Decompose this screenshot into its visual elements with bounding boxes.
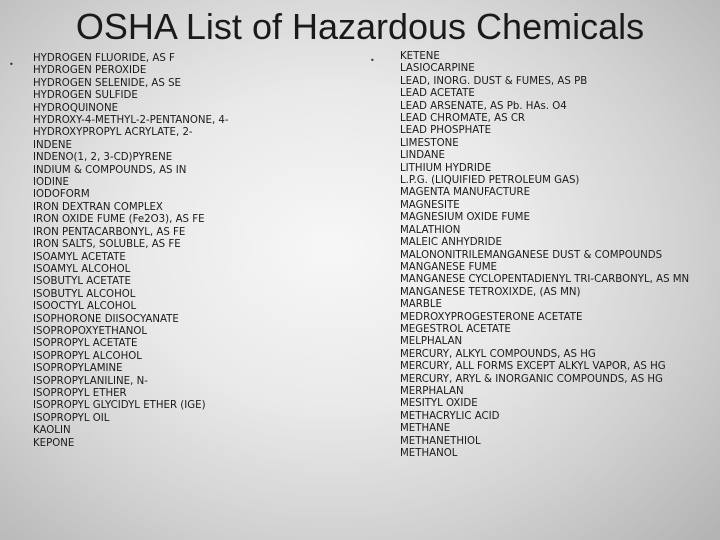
chemical-list-item: MALATHION <box>400 224 461 236</box>
chemical-list-item: MERCURY, ARYL & INORGANIC COMPOUNDS, AS HG <box>400 373 663 385</box>
chemical-list-item: METHANETHIOL <box>400 435 481 447</box>
chemical-list-item: INDENO(1, 2, 3-CD)PYRENE <box>33 152 173 164</box>
chemical-list-item: LEAD, INORG. DUST & FUMES, AS PB <box>400 75 588 87</box>
right-chemical-list <box>400 51 716 460</box>
chemical-list-item: METHANE <box>400 423 451 435</box>
slide-title: OSHA List of Hazardous Chemicals <box>75 6 645 47</box>
chemical-list-item: ISOPROPYLANILINE, N- <box>33 375 148 387</box>
chemical-list-item: MEDROXYPROGESTERONE ACETATE <box>400 311 583 323</box>
chemical-list-item: ISOAMYL ALCOHOL <box>33 263 131 275</box>
chemical-list-item: ISOPHORONE DIISOCYANATE <box>33 313 179 325</box>
chemical-list-item: ISOPROPYL ETHER <box>33 387 127 399</box>
chemical-list-item: MERPHALAN <box>400 385 464 397</box>
chemical-list-item: IRON OXIDE FUME (Fe2O3), AS FE <box>33 214 205 226</box>
chemical-list-item: LIMESTONE <box>400 137 459 149</box>
chemical-list-item: IODOFORM <box>33 189 90 201</box>
chemical-list-item: IRON DEXTRAN COMPLEX <box>33 201 163 213</box>
chemical-list-item: INDIUM & COMPOUNDS, AS IN <box>33 164 187 176</box>
chemical-list-item: HYDROGEN SULFIDE <box>33 90 138 102</box>
chemical-list-item: MALONONITRILEMANGANESE DUST & COMPOUNDS <box>400 249 663 261</box>
chemical-list-item: ISOPROPYLAMINE <box>33 363 123 375</box>
chemical-list-item: MESITYL OXIDE <box>400 398 478 410</box>
chemical-list-item: ISOAMYL ACETATE <box>33 251 126 263</box>
chemical-list-item: IRON PENTACARBONYL, AS FE <box>33 226 186 238</box>
chemical-list-item: HYDROXY-4-METHYL-2-PENTANONE, 4- <box>33 115 229 127</box>
chemical-list-item: LINDANE <box>400 150 445 162</box>
chemical-list-item: LASIOCARPINE <box>400 63 475 75</box>
chemical-list-item: MERCURY, ALL FORMS EXCEPT ALKYL VAPOR, AS HG <box>400 361 666 373</box>
chemical-list-item: METHANOL <box>400 448 458 459</box>
chemical-list-item: MAGNESIUM OXIDE FUME <box>400 212 530 224</box>
chemical-list-item: ISOBUTYL ACETATE <box>33 276 131 288</box>
chemical-list-item: ISOOCTYL ALCOHOL <box>33 301 137 313</box>
chemical-list-item: ISOPROPYL GLYCIDYL ETHER (IGE) <box>33 400 206 412</box>
chemical-list-item: MANGANESE TETROXIXDE, (AS MN) <box>400 286 581 298</box>
chemical-list-item: MELPHALAN <box>400 336 463 348</box>
chemical-list-item: MALEIC ANHYDRIDE <box>400 237 502 249</box>
chemical-list-item: LEAD PHOSPHATE <box>400 125 492 137</box>
chemical-list-item: MARBLE <box>400 299 442 311</box>
chemical-list-item: LITHIUM HYDRIDE <box>400 162 492 174</box>
chemical-list-item: L.P.G. (LIQUIFIED PETROLEUM GAS) <box>400 175 580 187</box>
chemical-list-item: MAGENTA MANUFACTURE <box>400 187 531 199</box>
chemical-list-item: ISOPROPYL ACETATE <box>33 338 138 350</box>
chemical-list-item: MERCURY, ALKYL COMPOUNDS, AS HG <box>400 348 596 360</box>
chemical-list-item: HYDROXYPROPYL ACRYLATE, 2- <box>33 127 193 139</box>
chemical-list-item: HYDROQUINONE <box>33 102 119 114</box>
chemical-list-item: MAGNESITE <box>400 199 460 211</box>
chemical-list-item: IODINE <box>33 177 69 189</box>
chemical-list-item: LEAD ACETATE <box>400 88 475 100</box>
chemical-list-item: LEAD ARSENATE, AS Pb. HAs. O4 <box>400 100 567 112</box>
chemical-list-item: ISOPROPYL OIL <box>33 412 110 424</box>
chemical-list-item: INDENE <box>33 139 72 151</box>
chemical-list-item: MANGANESE CYCLOPENTADIENYL TRI-CARBONYL, AS MN <box>400 274 690 286</box>
chemical-list-item: KEPONE <box>33 437 75 449</box>
chemical-list-item: METHACRYLIC ACID <box>400 410 500 422</box>
left-chemical-list <box>33 53 333 450</box>
chemical-list-item: LEAD CHROMATE, AS CR <box>400 113 526 125</box>
chemical-list-item: MANGANESE FUME <box>400 261 497 273</box>
chemical-list-item: ISOBUTYL ALCOHOL <box>33 288 136 300</box>
chemical-list-item: KAOLIN <box>33 425 71 437</box>
left-bullet-icon: • <box>9 60 14 69</box>
chemical-list-item: ISOPROPOXYETHANOL <box>33 325 148 337</box>
right-bullet-icon: • <box>370 56 375 65</box>
chemical-list-item: HYDROGEN PEROXIDE <box>33 65 147 77</box>
chemical-list-item: MEGESTROL ACETATE <box>400 323 511 335</box>
chemical-list-item: KETENE <box>400 51 440 62</box>
chemical-list-item: IRON SALTS, SOLUBLE, AS FE <box>33 239 181 251</box>
chemical-list-item: ISOPROPYL ALCOHOL <box>33 350 142 362</box>
chemical-list-item: HYDROGEN SELENIDE, AS SE <box>33 77 181 89</box>
chemical-list-item: HYDROGEN FLUORIDE, AS F <box>33 53 175 64</box>
